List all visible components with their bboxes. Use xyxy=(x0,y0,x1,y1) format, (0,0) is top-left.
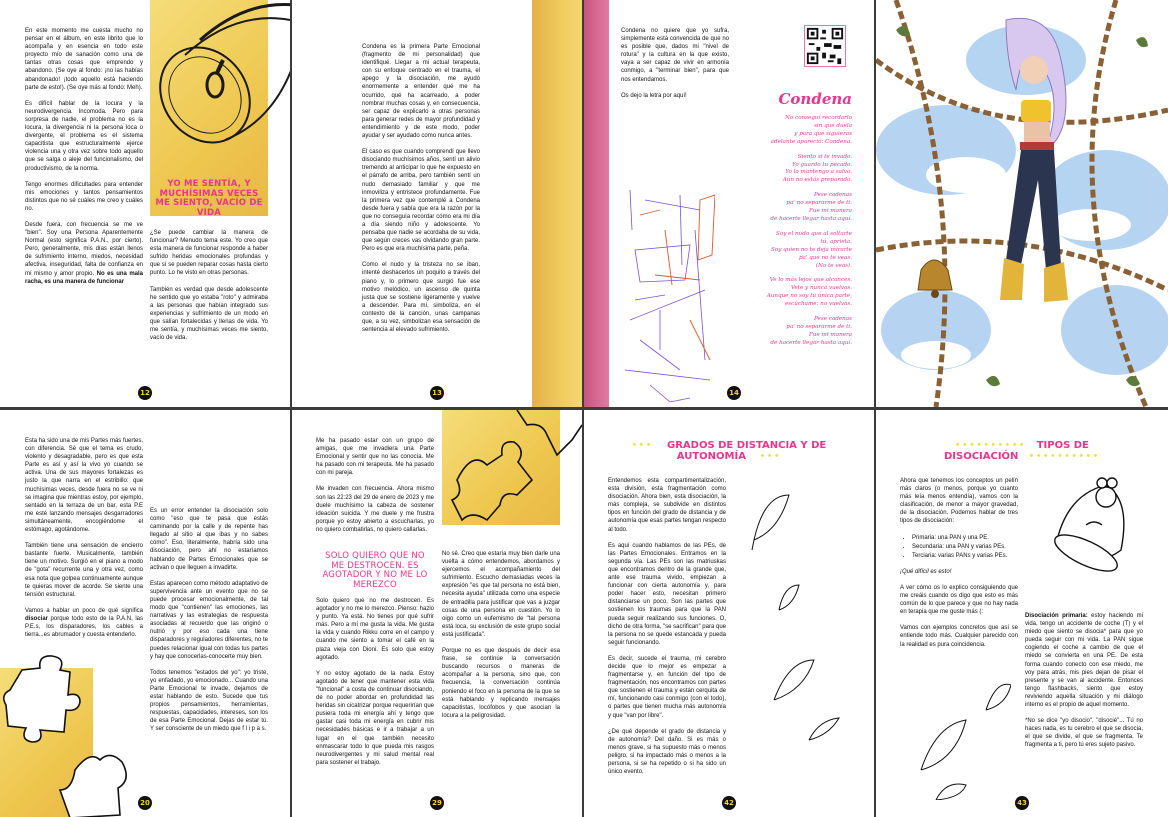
paragraph: Es difícil hablar de la locura y la neurodivergencia. Incomoda. Pero para sorpresa de nadie, el problema no es la locura, la divergencia ni la persona loca o divergente, el problema es el sistema capacitista que estructuralmente ejerce violencia una y otra vez sobre todo aquello que se salga o aleje del funcionalismo, del productivismo, de la norma. xyxy=(25,100,143,172)
paragraph: En este momento me cuesta mucho no pensar en el álbum, en este librito que lo acompaña y en esencia en todo este proyecto mío de sanación como una de tantas otras cosas que emprendo y abandono. (Se oye al fondo: ¡no las habías abandonado! ¡todo aquello está haciendo parte de esto!). (Se oye más al fondo: Meh). xyxy=(25,28,143,91)
dots-decoration-icon: •••••••••• xyxy=(955,440,1027,450)
lyric-line: de hacerte llegar hasta aquí. xyxy=(770,339,852,346)
lyric-line: Fue mi manera xyxy=(808,331,852,338)
page-29 xyxy=(292,410,582,817)
paragraph-text: Vamos a hablar un poco de qué significa xyxy=(25,607,143,614)
music-sketch-illustration xyxy=(620,170,715,407)
stanza xyxy=(767,277,852,309)
section-heading-row xyxy=(584,440,874,462)
paragraph-text: porque todo esto de la P.A.N, las P.E.s, los disparadores, los cables a tierra...es abrumador y cuesta entenderlo. xyxy=(25,615,143,639)
paragraph: Es aquí cuando hablamos de las PEs, de las Partes Emocionales. Entramos en la segunda vía. Las PEs son las matriuskas que encontramos dentro de la grande que, ante ese trauma vivido, empiezan a funcionar con cierta autonomía y, para poder hacer esto, necesitan primero distanciarse un poco. Son las partes que sostienen los traumas para que la PAN pueda seguir realizando sus funciones. O, dicho de otra forma, "se sacrifican" para que la persona no se quede estancada y pueda seguir funcionando. xyxy=(608,542,726,646)
paragraph xyxy=(25,607,143,639)
lyric-line: sin que duela xyxy=(814,122,852,129)
lyric-line: Pese cadenas xyxy=(814,192,852,199)
page-14 xyxy=(584,0,874,407)
paragraph: Condena es la primera Parte Emocional (fragmento de mi personalidad) que identifiqué. Llegar a mi actual terapeuta, con su enfoque centrado en el trauma, el apego y la disociación, me ayudó enormemente a entender qué me ha ocurrido, qué ha acarreado, a poder nombrar muchas cosas y, en consecuencia, ser capaz de explicarlo a otras personas para generar redes de mayor profundidad y entendimiento y de este modo, poder ayudar y ser ayudado como nunca antes. xyxy=(362,44,480,140)
text-column xyxy=(362,43,480,342)
text-column-right xyxy=(150,229,268,350)
pull-quote: YO ME SENTÍA, Y MUCHÍSIMAS VECES ME SIENTO, VACÍO DE VIDA xyxy=(155,179,263,218)
page-13 xyxy=(292,0,582,407)
page-number: 13 xyxy=(430,386,444,400)
paragraph: Como el nudo y la tristeza no se iban, intenté deshacerlos un poquito a través del piano y, lo primero que surgió fue ese motivo melódico, un ascenso de quinta justa que se sostiene ligeramente y vuelve a descender. Para mí, simboliza, en el contexto de la canción, unas campanas que, a su vez, simbolizan esa sensación de sentencia al elevado sufrimiento. xyxy=(362,262,480,334)
page-43 xyxy=(876,410,1168,817)
paragraph: A ver cómo os lo explico consiguiendo que me creáis cuando os digo que esto es más común de lo que parece y que no hay nada en terapia que me guste más (: xyxy=(900,584,1018,616)
list-item: • Secundaria: una PAN y varias PEs. xyxy=(912,543,1018,551)
paragraph-text: Desde fuera, con frecuencia se me ve "bien". Soy una Persona Aparentemente Normal (esto significa P.A.N., por cierto). Pero, generalmente, mis días están llenos de sufrimiento interno, miedos, necesidad afectiva, inseguridad, falta de confianza en mí mismo y amor propio. xyxy=(25,221,143,277)
paragraph: Tengo enormes dificultades para entender mis emociones y tantos pensamientos distintos que no sé cuáles me creo y cuáles no. xyxy=(25,181,143,212)
paragraph xyxy=(25,221,143,286)
paragraph: Todos tenemos "estados del yo": yo triste, yo enfadado, yo emocionado... Cuando una Parte Emocional te invade, dejamos de estar hablando de esto. Sucede que tus propios pensamientos, herramientas, respuestas, capacidades, intereses, son los de esa Parte Emocional. Dejas de estar tú. Y ser consciente de un miedo que f l i p a s. xyxy=(150,669,268,733)
stanza xyxy=(767,154,852,186)
footnote: *No se dice "yo disocio", "disocié"... Tú no haces nada, es tu cerebro el que se disocia, el que se divide, el que se fragmenta. Te fragmenta a ti, pero tú eres sujeto pasivo. xyxy=(1025,718,1143,749)
paragraph xyxy=(1025,612,1143,709)
page-15-illustration xyxy=(876,0,1168,407)
puzzle-piece-icon xyxy=(442,410,582,540)
dots-decoration-icon: ••• xyxy=(631,440,654,450)
lyric-line: y para que siguieras xyxy=(794,130,852,137)
paragraph: Estas aparecen como método adaptativo de supervivencia ante un evento que no se puede procesar emocionalmente, de tal modo que "contienen" las emociones, las narrativas y las estrategias de respuesta asociadas al recuerdo que las originó o nutrió y por eso cada una tiene disparadores y reguladores diferentes, no te puedes relacionar igual con todas tus partes y hay que conocerlas-conocerte muy bien. xyxy=(150,580,268,660)
stanza xyxy=(767,192,852,224)
paragraph: Es decir, sucede el trauma, mi cerebro decide que lo mejor es empezar a fragmentarse y, en función del tipo de fragmentación, nos encontramos con partes que sostienen el trauma y están cerquita de mí, funcionando casi conmigo (con el todo), o partes que tienen mucha más autonomía y que "van por libre". xyxy=(608,655,726,719)
paragraph: Y no estoy agotado de la nada. Estoy agotado de tener que mantener esta vida "funcional" a costa de continuar disociando, de no poder abordar en profundidad las heridas sin cicatrizar porque requerirían que pusiera toda mi energía ahí y tengo que gastar casi toda mi energía en cubrir mis necesidades básicas e ir a trabajar a un lugar en el que también necesito enmascarar todo lo que pueda mis rasgos neurodivergentes y mi salud mental real para sostener el trabajo. xyxy=(316,670,434,766)
lyric-line: Ve lo más lejos que alcances. xyxy=(769,277,852,284)
leaves-sketch-icon xyxy=(744,490,854,750)
lyric-line: Soy quien no te deja mirarte xyxy=(771,246,852,253)
bold-statement: No es una mala racha, es una manera de funcionar xyxy=(25,270,144,285)
lyric-line: Vete y nunca vuelvas. xyxy=(790,285,852,292)
lyric-line: Fue mi manera xyxy=(808,208,852,215)
list-item: • Primaria: una PAN y una PE. xyxy=(912,534,1018,542)
page-number: 20 xyxy=(138,796,152,810)
text-column-left xyxy=(900,477,1018,657)
bold-term: disociar xyxy=(25,615,49,622)
paragraph: Ahora que tenemos los conceptos un pelín más claros (o menos, porque yo cuanto más leía menos entendía), vamos con la clasificación, de menor a mayor gravedad, de la disociación. Podemos hablar de tres tipos de disociación: xyxy=(900,478,1018,525)
lyric-line: escúchame: no vuelvas. xyxy=(784,301,852,308)
paragraph: ¿Se puede cambiar la manera de funcionar? Menudo tema este. Yo creo que esta manera de funcionar responde a haber sufrido heridas emocionales profundas y que sí se pueden reparar cosas hasta cierto punto. Lo he visto en otras personas. xyxy=(150,230,268,277)
exclamation: ¡Qué difícil es esto! xyxy=(900,568,952,575)
lyric-line: Pese cadenas xyxy=(814,316,852,323)
paragraph: El caso es que cuando comprendí que llevo disociando muchísimos años, sentí un alivio tremendo al anticipar lo que he expuesto en el párrafo de arriba, pero también sentí un nudo demasiado familiar y que me inmoviliza y entristece profundamente. Fue la primera vez que contemplé a Condena desde fuera y sabía que era la razón por la que no conseguía recordar cómo era mi día a día siendo niño y adolescente. Yo pensaba que nadie se acordaba de su vida, que según creces vas olvidando gran parte. Pero es que era muchísima parte, peña. xyxy=(362,149,480,253)
text-column-left-bottom xyxy=(316,597,434,775)
bell-illustration-panel xyxy=(150,0,268,216)
lyric-line: Yo lo mantengo a salvo. xyxy=(785,169,852,176)
text-column-left xyxy=(25,27,143,294)
bell-character-icon xyxy=(1036,475,1146,585)
lyric-line: No conseguí recordarlo xyxy=(785,115,852,121)
page-42 xyxy=(584,410,874,817)
stanza xyxy=(767,231,852,271)
page-number: 42 xyxy=(722,796,736,810)
lyric-line: Soy el nudo que al soltarte xyxy=(776,230,852,237)
text-column xyxy=(608,477,726,784)
section-heading: SOLO QUIERO QUE NO ME DESTROCEN. ES AGOTADOR Y NO ME LO MEREZCO xyxy=(322,551,428,590)
yellow-edge-strip xyxy=(532,0,582,407)
lyric-line: Siento si te invado. xyxy=(797,153,852,160)
condena-character-illustration xyxy=(876,0,1168,407)
song-lyrics xyxy=(767,115,852,355)
stanza xyxy=(767,316,852,348)
lyric-line: de hacerte llegar hasta aquí. xyxy=(770,215,852,222)
paragraph: Vamos con ejemplos concretos que así se entiende todo más. Cualquier parecido con la realidad es pura coincidencia. xyxy=(900,625,1018,648)
paragraph: Esta ha sido una de mis Partes más fuertes, con diferencia. Sé que el tema es crudo, violento y desagradable, pero es que esta Parte es así y así la vivo yo cuando se activa. Una de sus mayores fortalezas es justo la que narra en el estribillo: que muchísimas veces, desde fuera no se ve ni se imagina que mientras estoy, por ejemplo, sentado en la terraza de un bar, esta P.E me esté lanzando mensajes desgarradores simultáneamente, encogiéndome el estómago, agotándome. xyxy=(25,438,143,534)
dots-decoration-icon: ••• xyxy=(759,451,782,461)
dissociation-types-list xyxy=(912,534,1018,560)
lyric-line: tú, aprieta. xyxy=(820,238,852,245)
lyric-line: Aunque no soy tu única parte, xyxy=(766,293,852,300)
paragraph: Es un error entender la disociación solo como "eso que te pasa que estás caminando por la calle y de repente has llegado al sitio al que ibas y no sabes cómo". Eso, literalmente, habría sido una disociación, pero ahí no estaríamos hablando de Partes Emocionales que se activan o que lleguen a invadirte. xyxy=(150,508,268,571)
paragraph: Solo quiero que no me destrocen. Es agotador y no me lo merezco. Pienso: hazlo y punto. Ya está. No tienes por qué sufrir más. Pero a mí me gusta la vida. Me gusta la vida y cuando Rikku corre en el campo y cuando me siento a tomar el café en la plaza vieja con Dioni. Es solo que estoy agotado. xyxy=(316,598,434,661)
paragraph: Me ha pasado estar con un grupo de amigas, que me invadiera una Parte Emocional y sentir que no las conocía. Me ha pasado con mi terapeuta. Me ha pasado con mi pareja. xyxy=(316,438,434,477)
section-heading: GRADOS DE DISTANCIA Y DE AUTONOMÍA xyxy=(667,440,827,462)
page-number: 14 xyxy=(727,386,741,400)
paragraph: También tiene una sensación de encierro bastante fuerte. Musicalmente, también tiene un motivo. Surgió en el piano a modo de "gota" recurrente una y otra vez, como esa nota que golpea continuamente aunque te quieras mover de acorde. Se siente una tensión estructural. xyxy=(25,543,143,598)
lyric-line: pa' no separarme de ti. xyxy=(786,323,852,330)
list-item: • Terciaria: varias PANs y varias PEs. xyxy=(912,552,1018,560)
paragraph: ¿De qué depende el grado de distancia y de autonomía? Del daño. Si es más o menos grave, si ha supuesto más o menos peligro, si ha impactado más o menos a la persona, si se ha repetido o si ha sido un único evento. xyxy=(608,728,726,776)
paragraph: Condena no quiere que yo sufra, simplemente está convencida de que no es posible que, dados mi "nivel de rotura" y la cultura en la que existo, vaya a ser capaz de vivir en armonía conmigo, a "terminar bien", para que nos entendamos. xyxy=(621,28,729,83)
bold-term: Disociación primaria: xyxy=(1025,613,1088,619)
section-heading-row xyxy=(876,440,1168,462)
paragraph: Me invaden con frecuencia. Ahora mismo son las 22:23 del 29 de enero de 2023 y me duele muchísimo la cabeza de sostener ideación suicida. Y me duele y me frustra porque yo estoy abierto a escucharlas, yo no quiero combatirlas, no quiero callarlas. xyxy=(316,486,434,533)
song-title: Condena xyxy=(778,90,852,108)
paragraph: No sé. Creo que estaría muy bien darle una vuelta a cómo entendemos, abordamos y ejercemos el acompañamiento del sufrimiento. Escucho demasiadas veces la expresión "es que tal persona no está bien, necesita ayuda" utilizada como una especie de entradilla para justificar que vas a juzgar cosas de una persona en cuestión. Yo lo oigo como un eufemismo de "tal persona está loca, su exclusión de este grupo social está justificada". xyxy=(442,551,560,638)
lyric-line: pa' que no te veas. xyxy=(798,254,852,261)
bell-sketch-icon xyxy=(155,0,290,170)
section-heading: TIPOS DE DISOCIACIÓN xyxy=(943,440,1089,462)
paragraph: Porque no es que después de decir esa frase, se continúe la conversación buscando recursos o maneras de acompañar a la persona, sino que, con frecuencia, la conversación continúa poniendo el foco en la persona de la que se está hablando y replicando mensajes capacitistas, locófobos y que asocian la locura a la peligrosidad. xyxy=(442,648,560,719)
page-number: 43 xyxy=(1015,796,1029,810)
text-column-left xyxy=(25,437,143,647)
text-column-left-top xyxy=(316,437,434,542)
page-12 xyxy=(0,0,290,407)
lyric-line: pa' no separarme de ti. xyxy=(786,200,852,207)
puzzle-piece-icon xyxy=(0,650,140,817)
lyric-line: (No te veas). xyxy=(815,262,852,269)
text-column xyxy=(621,27,729,108)
paragraph: Entendemos esta compartimentalización, esta división, esta fragmentación como disociación. Ahora bien, esta disociación, la más compleja, se subdivide en distintos tipos en función del grado de distancia y de autonomía que esas partes tengan respecto al todo. xyxy=(608,478,726,533)
dots-decoration-icon: •••••••••• xyxy=(1028,451,1101,461)
lyric-line: adelante apareció: Condena. xyxy=(770,138,852,145)
pink-edge-strip xyxy=(584,0,609,407)
page-20 xyxy=(0,410,290,817)
page-number: 29 xyxy=(430,796,444,810)
lyric-line: Aún no estás preparado. xyxy=(782,177,852,184)
paragraph: También es verdad que desde adolescente he sentido que yo estaba "roto" y admiraba a las personas que habían integrado sus experiencias y sufrimiento de un modo en que salían fortalecidas y llenas de vida. Yo me sentía, y muchísimas veces me siento, vacío de vida. xyxy=(150,286,268,342)
text-column-right xyxy=(1025,612,1143,758)
qr-code-icon[interactable] xyxy=(804,25,846,67)
text-column-right xyxy=(442,550,560,728)
lyric-line: Yo guardo tu pecado. xyxy=(792,161,852,168)
leaves-sketch-icon xyxy=(911,680,1011,800)
paragraph-text: estoy haciendo mi vida, tengo un accidente de coche (T) y el miedo que siento se disocia* para que yo pueda seguir con mi vida. La PAN sigue cogiendo el coche a cambio de que el miedo se convierta en una PE. De esta forma cuando conecto con ese miedo, me voy para atrás, mis pies dejan de pisar el presente y se van al accidente. Entonces tengo flashbacks, siento que estoy reviviendo aquella situación y mi diálogo interno es el propio de aquel momento. xyxy=(1025,613,1143,709)
text-column-right xyxy=(150,507,268,741)
paragraph: Os dejo la letra por aquí! xyxy=(621,92,687,99)
page-number: 12 xyxy=(138,386,152,400)
stanza xyxy=(767,115,852,147)
